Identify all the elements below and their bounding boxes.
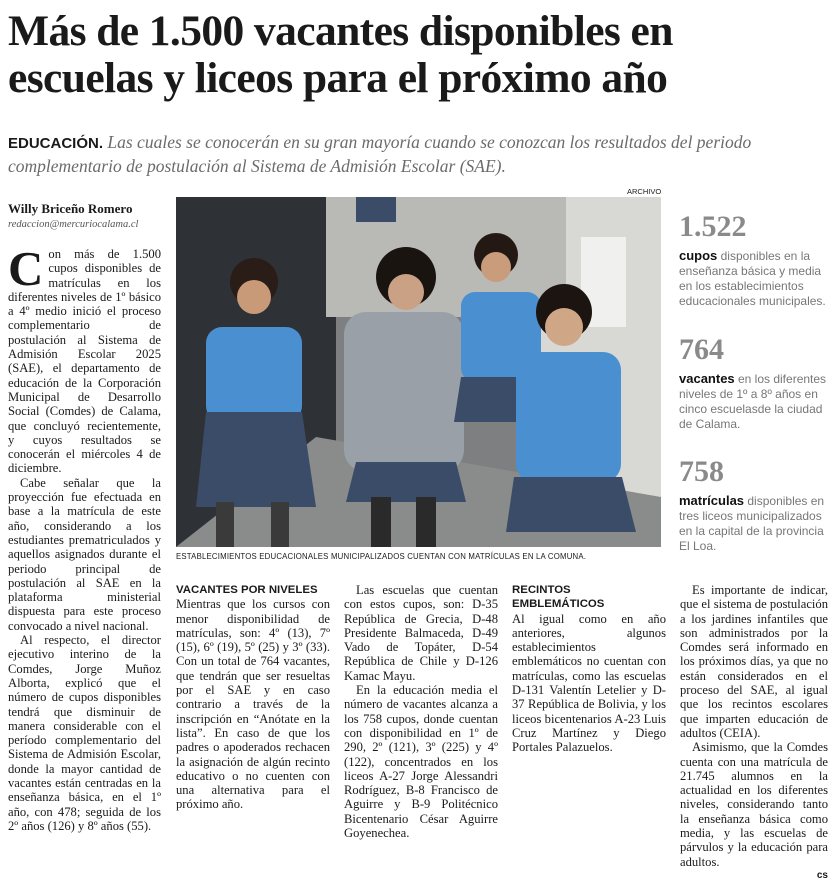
section-heading: VACANTES POR NIVELES xyxy=(176,584,318,596)
stat-cupos xyxy=(679,212,829,309)
paragraph: En la educación media el número de vacantes alcanza a los 758 cupos, donde cuentan con disponibilidad en 1º de 290, 2º (121), 3º (225) y 4º (122), concentrados en los liceos A-27 Jorge Alessandri Rodríguez, B-8 Francisco de Aguirre y B-9 Politécnico Bicentenario César Aguirre Goyenechea. xyxy=(344,683,498,841)
byline-email[interactable]: redaccion@mercuriocalama.cl xyxy=(8,219,139,230)
paragraph: Es importante de indicar, que el sistema de postulación a los jardines infantiles que son administrados por la Comdes será informado en los próximos días, ya que no están considerados en el proceso del SAE, al igual que los recintos escolares que imparten educación de adultos (CEIA). xyxy=(680,583,828,740)
body-column-3 xyxy=(344,583,498,840)
stat-description: disponibles en tres liceos municipalizados en la capital de la provincia El Loa. xyxy=(679,494,825,553)
stat-number: 1.522 xyxy=(679,210,747,243)
stat-matriculas xyxy=(679,457,829,554)
byline-author: Willy Briceño Romero xyxy=(8,201,133,216)
body-column-5 xyxy=(680,583,828,883)
stat-vacantes xyxy=(679,335,829,432)
stat-keyword: cupos xyxy=(679,248,718,263)
photo-credit: ARCHIVO xyxy=(627,187,662,196)
dropcap: C xyxy=(8,241,44,296)
paragraph: Al igual como en año anteriores, algunos establecimientos emblemáticos no cuentan con matrículas, como las escuelas D-131 Valentín Letelier y D-37 República de Bolivia, y los liceos bicentenarios A-23 Luis Cruz Martínez y Diego Portales Palazuelos. xyxy=(512,611,666,755)
stat-keyword: matrículas xyxy=(679,493,745,508)
paragraph: Al respecto, el director ejecutivo interino de la Comdes, Jorge Muñoz Alborta, explicó que el número de cupos disponibles tendrá que disminuir de manera considerable con el período complementario del Sistema de Admisión Escolar, donde la mayor cantidad de vacantes están centradas en la enseñanza básica, en el 1º año, con 478; seguida de los 2º años (126) y 8º años (55). xyxy=(8,633,161,833)
paragraph: Mientras que los cursos con menor disponibilidad de matrículas, son: 4º (13), 7º (15), 6º (19), 5º (25) y 3º (33). Con un total de 764 vacantes, que tendrán que ser resueltas por el SAE y en caso contrario a través de la inscripción en “Anótate en la lista”. En caso de que los padres o apoderados rechacen la asignación de algún recinto educativo o no cuenten con una alternativa para el próximo año. xyxy=(176,597,330,812)
paragraph: Cabe señalar que la proyección fue efectuada en base a la matrícula de este año, considerando a los estudiantes prematriculados y aquellos asignados durante el periodo principal de postulación al SAE en la plataforma ministerial dispuesta para este proceso convocado a nivel nacional. xyxy=(8,475,161,633)
stat-description: en los diferentes niveles de 1º a 8º años en cinco escuelasde la ciudad de Calama. xyxy=(679,372,827,431)
stat-number: 764 xyxy=(679,333,724,366)
lede: Las cuales se conocerán en su gran mayoría cuando se conozcan los resultados del periodo complementario de postulación al Sistema de Admisión Escolar (SAE). xyxy=(8,132,752,176)
paragraph: Las escuelas que cuentan con estos cupos, son: D-35 República de Grecia, D-48 Presidente Balmaceda, D-49 Vado de Topáter, D-54 República de Chile y D-126 Kamac Mayu. xyxy=(344,583,498,683)
body-column-2 xyxy=(176,583,330,812)
stat-text xyxy=(679,248,829,309)
subhead xyxy=(8,131,826,178)
stat-description: disponibles en la enseñanza básica y media en los establecimientos educacionales municipales. xyxy=(679,249,826,308)
section-tag: EDUCACIÓN. xyxy=(8,135,104,152)
stat-number: 758 xyxy=(679,455,724,488)
body-column-4 xyxy=(512,583,666,755)
stat-text xyxy=(679,371,829,432)
body-column-1 xyxy=(8,241,161,833)
end-mark: cs xyxy=(816,869,828,881)
students-photo xyxy=(176,197,661,547)
headline: Más de 1.500 vacantes disponibles en escuelas y liceos para el próximo año xyxy=(8,7,673,102)
stat-text xyxy=(679,493,829,554)
paragraph: Asimismo, que la Comdes cuenta con una matrícula de 21.745 alumnos en la actualidad en los diferentes niveles, considerando tanto la enseñanza básica como media, y las escuelas de párvulos y la educación para adultos. xyxy=(680,740,828,869)
stat-keyword: vacantes xyxy=(679,371,735,386)
paragraph: on más de 1.500 cupos disponibles de matrículas en los diferentes niveles de 1º básico a 4º medio inició el proceso complementario de postulación al Sistema de Admisión Escolar 2025 (SAE), el departamento de educación de la Corporación Municipal de Desarrollo Social (Comdes) de Calama, que concluyó recientemente, y cuyos resultados se conocerán el miércoles 4 de diciembre. xyxy=(8,247,161,476)
section-heading: RECINTOS EMBLEMÁTICOS xyxy=(512,584,605,611)
photo-caption: ESTABLECIMIENTOS EDUCACIONALES MUNICIPALIZADOS CUENTAN CON MATRÍCULAS EN LA COMUNA. xyxy=(176,552,587,561)
students-illustration xyxy=(176,197,661,547)
